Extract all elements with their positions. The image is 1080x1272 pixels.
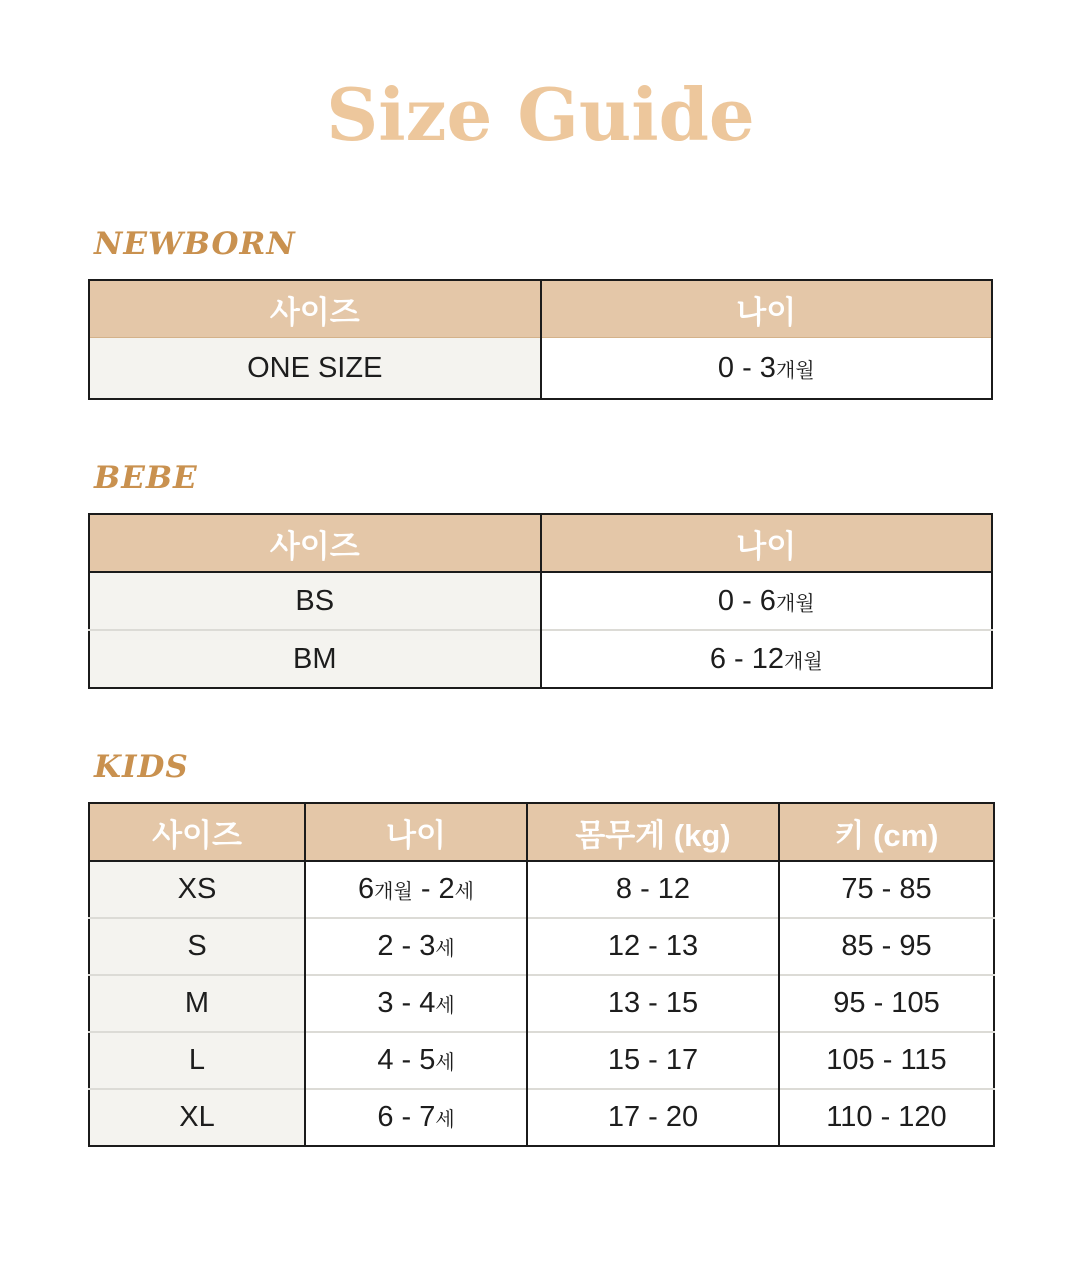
section-heading-newborn: NEWBORN xyxy=(94,225,296,262)
table-row xyxy=(89,975,994,1032)
page-title: Size Guide xyxy=(326,72,755,157)
section-newborn xyxy=(88,226,993,400)
cell-age: 3 - 4세 xyxy=(305,975,527,1032)
table-row xyxy=(89,1032,994,1089)
column-header-size: 사이즈 xyxy=(89,803,305,861)
kids-table xyxy=(88,802,995,1147)
cell-height: 75 - 85 xyxy=(779,861,994,918)
cell-age: 4 - 5세 xyxy=(305,1032,527,1089)
cell-size: XL xyxy=(89,1089,305,1146)
column-header-age: 나이 xyxy=(305,803,527,861)
table-row xyxy=(89,572,992,630)
section-kids xyxy=(88,749,993,1147)
table-row xyxy=(89,630,992,688)
cell-age: 6 - 12개월 xyxy=(541,630,993,688)
header-row xyxy=(89,514,992,572)
section-heading-kids: KIDS xyxy=(94,749,189,786)
cell-age: 6 - 7세 xyxy=(305,1089,527,1146)
column-header-age: 나이 xyxy=(541,514,993,572)
cell-height: 110 - 120 xyxy=(779,1089,994,1146)
newborn-table xyxy=(88,279,993,400)
cell-size: S xyxy=(89,918,305,975)
cell-age: 0 - 6개월 xyxy=(541,572,993,630)
cell-weight: 15 - 17 xyxy=(527,1032,779,1089)
cell-weight: 17 - 20 xyxy=(527,1089,779,1146)
cell-weight: 8 - 12 xyxy=(527,861,779,918)
cell-age: 0 - 3개월 xyxy=(541,338,993,399)
bebe-table xyxy=(88,513,993,689)
cell-height: 85 - 95 xyxy=(779,918,994,975)
section-heading-bebe: BEBE xyxy=(94,459,198,496)
table-row xyxy=(89,918,994,975)
header-row xyxy=(89,803,994,861)
column-header-size: 사이즈 xyxy=(89,280,541,338)
column-header-height: 키 (cm) xyxy=(779,803,994,861)
cell-size: BS xyxy=(89,572,541,630)
cell-size: BM xyxy=(89,630,541,688)
cell-size: XS xyxy=(89,861,305,918)
cell-age: 6개월 - 2세 xyxy=(305,861,527,918)
column-header-age: 나이 xyxy=(541,280,993,338)
column-header-weight: 몸무게 (kg) xyxy=(527,803,779,861)
table-row xyxy=(89,1089,994,1146)
cell-height: 95 - 105 xyxy=(779,975,994,1032)
section-bebe xyxy=(88,460,993,689)
cell-size: ONE SIZE xyxy=(89,338,541,399)
cell-height: 105 - 115 xyxy=(779,1032,994,1089)
cell-weight: 12 - 13 xyxy=(527,918,779,975)
cell-weight: 13 - 15 xyxy=(527,975,779,1032)
cell-size: M xyxy=(89,975,305,1032)
column-header-size: 사이즈 xyxy=(89,514,541,572)
table-row xyxy=(89,338,992,399)
table-row xyxy=(89,861,994,918)
header-row xyxy=(89,280,992,338)
cell-age: 2 - 3세 xyxy=(305,918,527,975)
cell-size: L xyxy=(89,1032,305,1089)
